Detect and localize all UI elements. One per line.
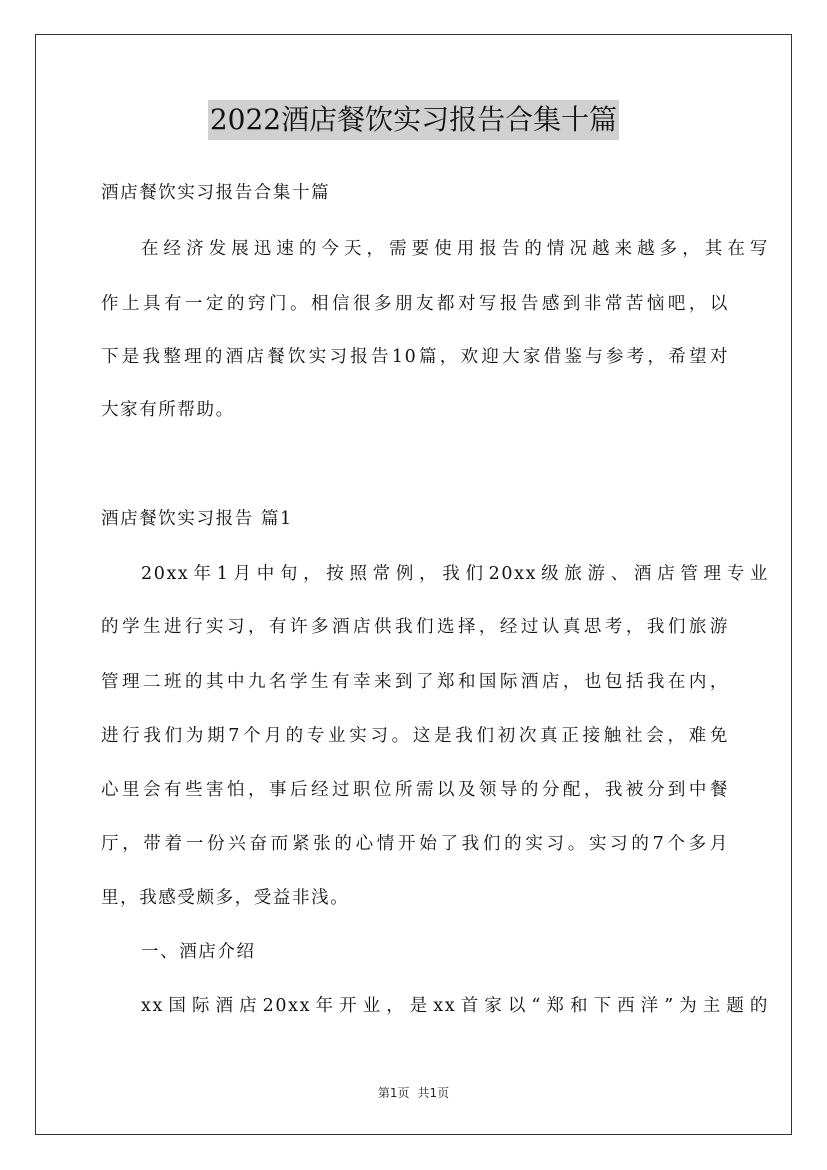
sub-heading: 一、酒店介绍 <box>141 942 256 962</box>
body-line: 管理二班的其中九名学生有幸来到了郑和国际酒店，也包括我在内， <box>101 672 729 692</box>
body-line: 里，我感受颇多，受益非浅。 <box>101 888 350 908</box>
intro-line: 作上具有一定的窍门。相信很多朋友都对写报告感到非常苦恼吧，以 <box>101 294 729 314</box>
document-title: 2022酒店餐饮实习报告合集十篇 <box>208 100 619 140</box>
document-subtitle: 酒店餐饮实习报告合集十篇 <box>101 183 331 203</box>
page-total: 共1页 <box>417 1086 450 1100</box>
section-heading: 酒店餐饮实习报告 篇1 <box>101 509 293 529</box>
title-container <box>0 100 827 140</box>
body-line: 心里会有些害怕，事后经过职位所需以及领导的分配，我被分到中餐 <box>101 780 729 800</box>
body-line: 20xx年1月中旬，按照常例，我们20xx级旅游、酒店管理专业 <box>141 564 769 584</box>
page-number: 第1页 <box>377 1086 410 1100</box>
intro-line: 下是我整理的酒店餐饮实习报告10篇，欢迎大家借鉴与参考，希望对 <box>101 347 729 367</box>
intro-line: 大家有所帮助。 <box>101 400 235 420</box>
body-line: 厅，带着一份兴奋而紧张的心情开始了我们的实习。实习的7个多月 <box>101 834 729 854</box>
page-footer <box>0 1084 827 1101</box>
body-line: 进行我们为期7个月的专业实习。这是我们初次真正接触社会，难免 <box>101 726 729 746</box>
intro-line: 在经济发展迅速的今天，需要使用报告的情况越来越多，其在写 <box>141 239 769 259</box>
body-line: 的学生进行实习，有许多酒店供我们选择，经过认真思考，我们旅游 <box>101 617 729 637</box>
body-line: xx国际酒店20xx年开业，是xx首家以“郑和下西洋”为主题的 <box>141 996 769 1016</box>
